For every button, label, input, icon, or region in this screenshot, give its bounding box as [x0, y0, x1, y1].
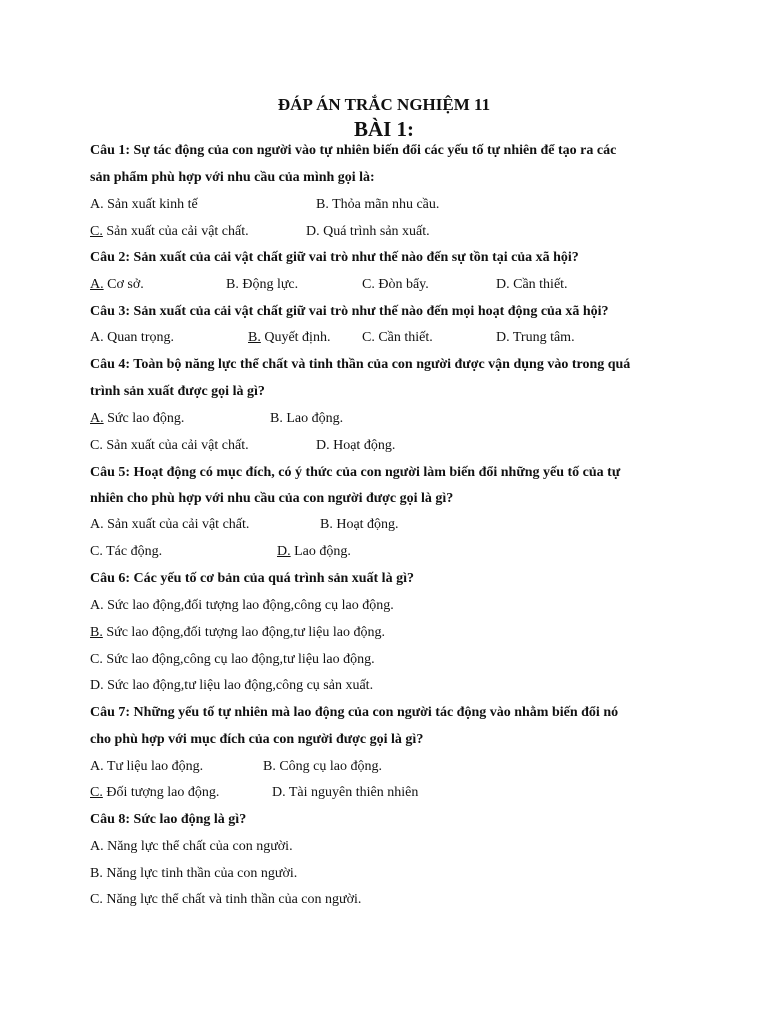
answer-letter: A.: [90, 411, 104, 426]
option-a: A. Tư liệu lao động.: [90, 759, 204, 774]
question-6-line-1: Câu 6: Các yếu tố cơ bản của quá trình sản xuất là gì?: [90, 571, 414, 586]
answer-letter: C.: [90, 224, 103, 239]
question-8-line-1: Câu 8: Sức lao động là gì?: [90, 812, 247, 827]
answer-letter: B.: [248, 330, 261, 345]
question-4-options-row-2: [90, 436, 694, 456]
option-b: B. Công cụ lao động.: [263, 759, 382, 774]
option-a-answer: [90, 275, 144, 295]
option-text: Lao động.: [290, 544, 351, 559]
question-7-options-row-1: [90, 757, 694, 777]
question-8-option-a: A. Năng lực thể chất của con người.: [90, 839, 293, 854]
question-8-option-b: B. Năng lực tinh thần của con người.: [90, 866, 298, 881]
option-a-answer: [90, 409, 184, 429]
option-b: B. Hoạt động.: [320, 517, 399, 532]
answer-letter: A.: [90, 277, 104, 292]
question-5-options-row-2: [90, 542, 694, 562]
question-2-options: [90, 275, 694, 295]
question-4-line-1: Câu 4: Toàn bộ năng lực thể chất và tinh thần của con người được vận dụng vào trong quá: [90, 357, 631, 372]
option-a: A. Sản xuất của cải vật chất.: [90, 517, 250, 532]
option-text: Sản xuất của cải vật chất.: [102, 224, 249, 239]
option-d: D. Quá trình sản xuất.: [306, 224, 430, 239]
option-d-answer: [277, 542, 351, 562]
option-text: Cơ sở.: [103, 277, 144, 292]
option-d: D. Cần thiết.: [496, 277, 568, 292]
answer-letter: C.: [90, 785, 103, 800]
question-4-options-row-1: [90, 409, 694, 429]
option-d: D. Hoạt động.: [316, 438, 396, 453]
page-subtitle: BÀI 1:: [353, 117, 415, 141]
question-2-line-1: Câu 2: Sản xuất của cải vật chất giữ vai trò như thế nào đến sự tồn tại của xã hội?: [90, 250, 579, 265]
question-6-option-a: A. Sức lao động,đối tượng lao động,công cụ lao động.: [90, 598, 394, 613]
question-7-line-2: cho phù hợp với mục đích của con người được gọi là gì?: [90, 732, 424, 747]
option-a: A. Quan trọng.: [90, 330, 174, 345]
option-text: Sức lao động.: [103, 411, 185, 426]
option-b: B. Lao động.: [270, 411, 344, 426]
option-text: Quyết định.: [260, 330, 331, 345]
question-4-line-2: trình sản xuất được gọi là gì?: [90, 384, 265, 399]
option-a: A. Sản xuất kinh tế: [90, 197, 198, 212]
option-text: Đối tượng lao động.: [102, 785, 220, 800]
question-6-option-b-answer: [90, 623, 694, 643]
option-c: C. Sản xuất của cải vật chất.: [90, 438, 249, 453]
option-c-answer: [90, 783, 219, 803]
option-d: D. Tài nguyên thiên nhiên: [272, 785, 419, 800]
question-6-option-d: D. Sức lao động,tư liệu lao động,công cụ sản xuất.: [90, 678, 374, 693]
option-c: C. Cần thiết.: [362, 330, 433, 345]
option-text: Sức lao động,đối tượng lao động,tư liệu lao động.: [102, 625, 385, 640]
option-b-answer: [248, 328, 330, 348]
question-5-line-1: Câu 5: Hoạt động có mục đích, có ý thức của con người làm biến đổi những yếu tố của tự: [90, 465, 621, 480]
option-b: B. Động lực.: [226, 277, 299, 292]
answer-letter: B.: [90, 625, 103, 640]
option-c: C. Đòn bẩy.: [362, 277, 429, 292]
question-1-line-2: sản phẩm phù hợp với nhu cầu của mình gọi là:: [90, 170, 375, 185]
option-d: D. Trung tâm.: [496, 330, 575, 345]
question-3-options: [90, 328, 694, 348]
question-8-option-c: C. Năng lực thể chất và tinh thần của con người.: [90, 892, 362, 907]
question-7-options-row-2: [90, 783, 694, 803]
question-7-line-1: Câu 7: Những yếu tố tự nhiên mà lao động của con người tác động vào nhằm biến đổi nó: [90, 705, 619, 720]
option-c: C. Tác động.: [90, 544, 163, 559]
question-3-line-1: Câu 3: Sản xuất của cải vật chất giữ vai trò như thế nào đến mọi hoạt động của xã hội?: [90, 304, 609, 319]
question-6-option-c: C. Sức lao động,công cụ lao động,tư liệu lao động.: [90, 652, 375, 667]
question-5-line-2: nhiên cho phù hợp với nhu cầu của con người được gọi là gì?: [90, 491, 454, 506]
page-title: ĐÁP ÁN TRẮC NGHIỆM 11: [277, 95, 491, 114]
question-1-line-1: Câu 1: Sự tác động của con người vào tự nhiên biến đổi các yếu tố tự nhiên để tạo ra các: [90, 143, 617, 158]
question-1-options-row-1: [90, 195, 694, 215]
answer-letter: D.: [277, 544, 291, 559]
option-b: B. Thỏa mãn nhu cầu.: [316, 197, 440, 212]
option-c-answer: [90, 222, 249, 242]
question-1-options-row-2: [90, 222, 694, 242]
question-5-options-row-1: [90, 515, 694, 535]
